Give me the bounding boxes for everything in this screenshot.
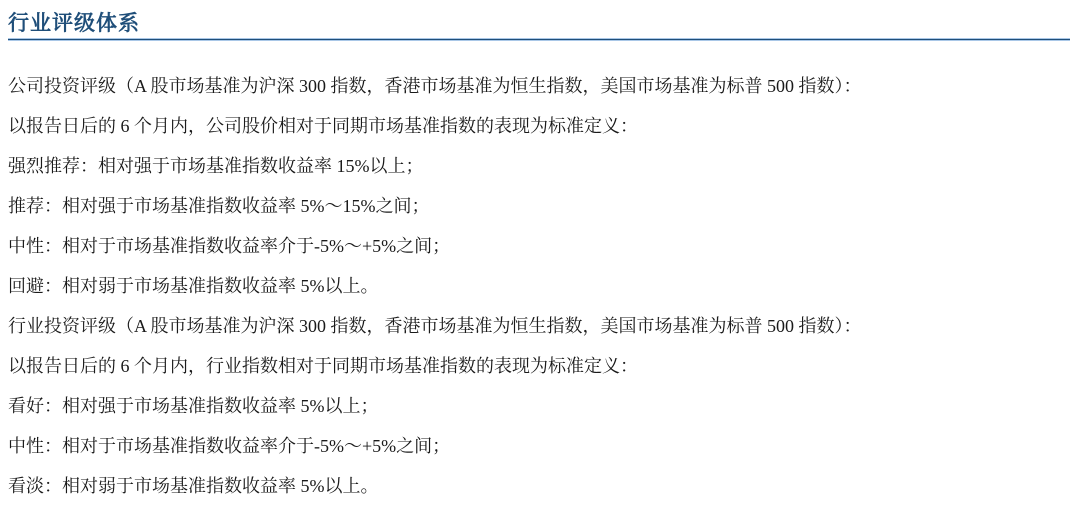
- industry-rating-section: [8, 306, 1072, 506]
- rating-definition: 相对强于市场基准指数收益率 5%～15%之间；: [62, 196, 430, 216]
- industry-rating-item-neutral: [8, 426, 1072, 466]
- company-rating-scope-line: 公司投资评级（A 股市场基准为沪深 300 指数，香港市场基准为恒生指数，美国市场基准为标普 500 指数）：: [8, 76, 862, 96]
- rating-definition: 相对于市场基准指数收益率介于-5%～+5%之间；: [62, 236, 451, 256]
- rating-label: 看好：: [8, 396, 62, 416]
- rating-label: 强烈推荐：: [8, 156, 98, 176]
- rating-definition: 相对弱于市场基准指数收益率 5%以上。: [62, 476, 379, 496]
- rating-label: 回避：: [8, 276, 62, 296]
- industry-rating-scope-line: 行业投资评级（A 股市场基准为沪深 300 指数，香港市场基准为恒生指数，美国市场基准为标普 500 指数）：: [8, 316, 862, 336]
- document-body: [8, 66, 1072, 506]
- company-rating-item-avoid: [8, 266, 1072, 306]
- title-divider: [8, 38, 1070, 41]
- company-rating-item-strong-buy: [8, 146, 1072, 186]
- company-rating-basis-line: 以报告日后的 6 个月内，公司股价相对于同期市场基准指数的表现为标准定义：: [8, 116, 638, 136]
- rating-definition: 相对强于市场基准指数收益率 5%以上；: [62, 396, 379, 416]
- industry-rating-item-negative: [8, 466, 1072, 506]
- rating-definition: 相对强于市场基准指数收益率 15%以上；: [98, 156, 424, 176]
- company-rating-item-buy: [8, 186, 1072, 226]
- industry-rating-basis-line: 以报告日后的 6 个月内，行业指数相对于同期市场基准指数的表现为标准定义：: [8, 356, 638, 376]
- rating-label: 中性：: [8, 436, 62, 456]
- industry-rating-item-positive: [8, 386, 1072, 426]
- rating-label: 推荐：: [8, 196, 62, 216]
- company-rating-section: [8, 66, 1072, 306]
- rating-label: 中性：: [8, 236, 62, 256]
- rating-definition: 相对弱于市场基准指数收益率 5%以上。: [62, 276, 379, 296]
- company-rating-item-neutral: [8, 226, 1072, 266]
- rating-definition: 相对于市场基准指数收益率介于-5%～+5%之间；: [62, 436, 451, 456]
- rating-label: 看淡：: [8, 476, 62, 496]
- page-title: 行业评级体系: [8, 11, 140, 35]
